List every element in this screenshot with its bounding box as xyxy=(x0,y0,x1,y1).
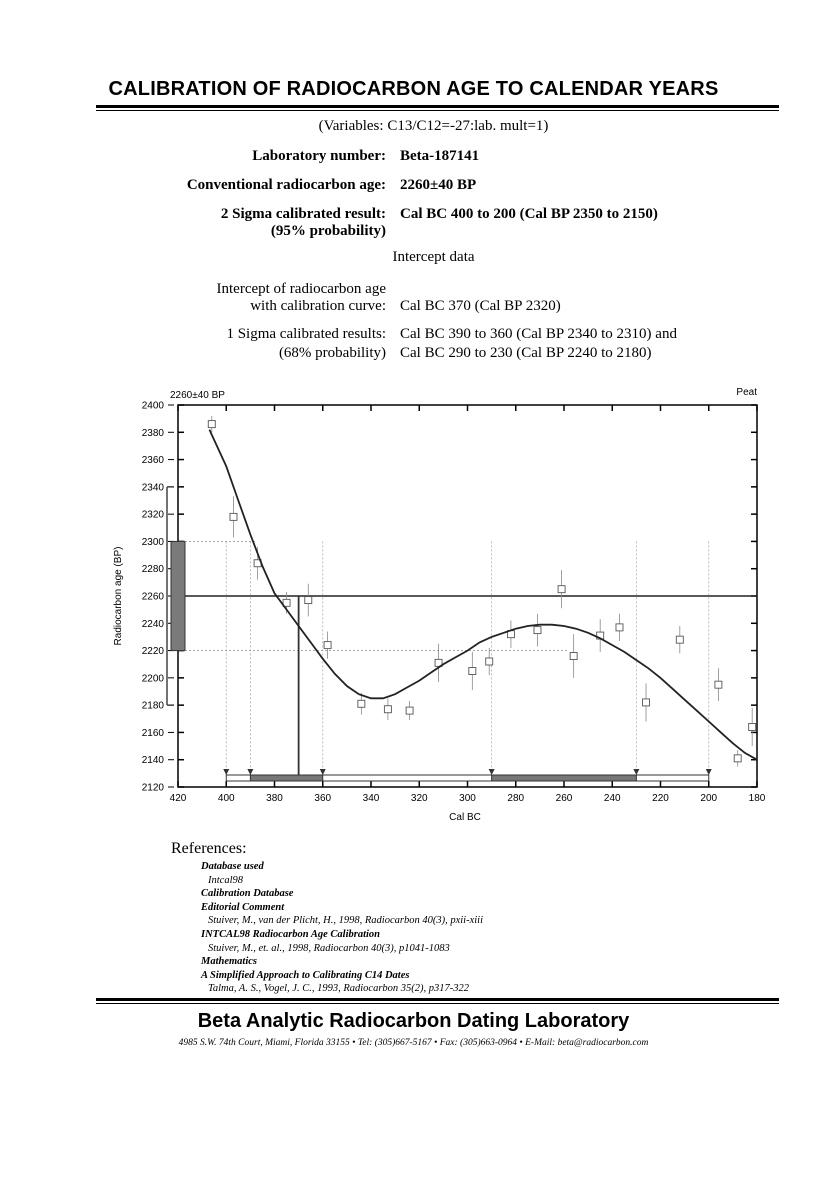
x-tick-label: 340 xyxy=(362,793,380,804)
lab-address: 4985 S.W. 74th Court, Miami, Florida 33155 • Tel: (305)667-5167 • Fax: (305)663-0964 • E-Mail: beta@radiocarbon.com xyxy=(178,1038,649,1048)
lab-number-value: Beta-187141 xyxy=(400,148,480,164)
references-list xyxy=(171,860,483,996)
range-drop-arrow xyxy=(223,769,229,775)
data-point xyxy=(486,658,493,665)
x-tick-label: 260 xyxy=(555,793,573,804)
sigma1-calendar-bar xyxy=(492,775,637,781)
reference-line: Database used xyxy=(201,861,264,872)
y-tick-label: 2160 xyxy=(141,727,164,739)
y-axis-label xyxy=(113,547,124,646)
chart-corner-left-label: 2260±40 BP xyxy=(170,390,225,401)
y-tick-label: 2320 xyxy=(141,509,164,521)
y-axis-label-text: Radiocarbon age (BP) xyxy=(113,546,124,646)
intercept-heading: Intercept data xyxy=(392,249,475,265)
x-tick-label: 400 xyxy=(217,793,235,804)
sigma2-label: 2 Sigma calibrated result: xyxy=(220,206,386,222)
title-rule xyxy=(96,105,779,108)
x-tick-label: 240 xyxy=(603,793,621,804)
range-drop-arrow xyxy=(247,769,253,775)
y-tick-label: 2400 xyxy=(141,400,164,412)
sigma1-calendar-bar xyxy=(250,775,322,781)
lab-name: Beta Analytic Radiocarbon Dating Laboratory xyxy=(197,1010,630,1032)
reference-line: Editorial Comment xyxy=(201,901,285,913)
range-drop-arrow xyxy=(489,769,495,775)
x-tick-label: 300 xyxy=(459,793,476,804)
data-point xyxy=(384,706,391,713)
data-point xyxy=(570,653,577,660)
data-point xyxy=(406,707,413,714)
reference-line: Talma, A. S., Vogel, J. C., 1993, Radiocarbon 35(2), p317-322 xyxy=(208,983,470,995)
calibration-curve xyxy=(209,430,757,760)
footer-rule xyxy=(96,998,779,1001)
data-point xyxy=(324,642,331,649)
data-point xyxy=(749,723,756,730)
range-drop-arrow xyxy=(320,769,326,775)
sigma1-value-2: Cal BC 290 to 230 (Cal BP 2240 to 2180) xyxy=(400,345,652,361)
sigma2-probability: (95% probability) xyxy=(270,223,386,239)
intercept-label-1: Intercept of radiocarbon age xyxy=(216,281,386,297)
title-rule-thin xyxy=(96,110,779,111)
calibration-chart xyxy=(0,380,827,830)
conventional-age-label: Conventional radiocarbon age: xyxy=(186,177,386,193)
x-tick-label: 220 xyxy=(652,793,669,804)
y-tick-label: 2120 xyxy=(141,782,164,794)
footer-rule-thin xyxy=(96,1003,779,1004)
sigma2-value: Cal BC 400 to 200 (Cal BP 2350 to 2150) xyxy=(400,206,658,222)
y-tick-label: 2200 xyxy=(141,673,164,685)
data-point xyxy=(734,755,741,762)
data-point xyxy=(305,597,312,604)
intercept-label-2: with calibration curve: xyxy=(250,298,386,314)
y-tick-label: 2280 xyxy=(141,564,164,576)
y-tick-label: 2380 xyxy=(141,427,164,439)
data-point xyxy=(230,513,237,520)
sigma1-label: 1 Sigma calibrated results: xyxy=(226,326,386,342)
x-axis-label: Cal BC xyxy=(449,812,481,823)
chart-plot-layer xyxy=(142,401,766,805)
data-point xyxy=(558,586,565,593)
reference-line: Intcal98 xyxy=(208,874,243,886)
x-tick-label: 320 xyxy=(410,793,428,804)
y-tick-label: 2340 xyxy=(141,482,164,494)
y-tick-label: 2220 xyxy=(141,646,164,658)
lab-number-label: Laboratory number: xyxy=(252,148,386,164)
references-heading: References: xyxy=(171,840,247,857)
reference-line: A Simplified Approach to Calibrating C14 Dates xyxy=(201,969,410,981)
reference-line: Mathematics xyxy=(201,956,258,968)
y-tick-label: 2300 xyxy=(141,536,164,548)
x-tick-label: 420 xyxy=(169,793,187,804)
y-tick-label: 2180 xyxy=(141,700,164,712)
chart-corner-right-label: Peat xyxy=(736,387,757,398)
page-title: CALIBRATION OF RADIOCARBON AGE TO CALENDAR YEARS xyxy=(108,78,719,100)
intercept-value: Cal BC 370 (Cal BP 2320) xyxy=(400,298,561,314)
x-tick-label: 380 xyxy=(266,793,283,804)
y-tick-label: 2260 xyxy=(141,591,164,603)
reference-line: INTCAL98 Radiocarbon Age Calibration xyxy=(201,928,381,940)
x-tick-label: 360 xyxy=(314,793,332,804)
data-point xyxy=(358,700,365,707)
reference-line: Stuiver, M., et. al., 1998, Radiocarbon 40(3), p1041-1083 xyxy=(208,942,450,954)
y-tick-label: 2360 xyxy=(141,455,164,467)
range-drop-arrow xyxy=(633,769,639,775)
sigma1-age-bar xyxy=(171,541,185,650)
x-tick-label: 180 xyxy=(748,793,766,804)
reference-line: Calibration Database xyxy=(201,888,294,900)
data-point xyxy=(616,624,623,631)
variables-line: (Variables: C13/C12=-27:lab. mult=1) xyxy=(318,118,549,134)
data-point xyxy=(643,699,650,706)
y-tick-label: 2240 xyxy=(141,618,164,630)
sigma1-value-1: Cal BC 390 to 360 (Cal BP 2340 to 2310) and xyxy=(400,326,677,342)
references xyxy=(171,840,483,996)
y-tick-label: 2140 xyxy=(141,755,164,767)
data-point xyxy=(715,681,722,688)
data-point xyxy=(676,636,683,643)
range-drop-arrow xyxy=(706,769,712,775)
data-point xyxy=(469,668,476,675)
x-tick-label: 280 xyxy=(507,793,525,804)
data-point xyxy=(208,421,215,428)
reference-line: Stuiver, M., van der Plicht, H., 1998, Radiocarbon 40(3), pxii-xiii xyxy=(208,915,483,927)
data-point xyxy=(534,627,541,634)
conventional-age-value: 2260±40 BP xyxy=(400,177,477,193)
sigma1-probability: (68% probability) xyxy=(278,345,386,361)
x-tick-label: 200 xyxy=(700,793,718,804)
